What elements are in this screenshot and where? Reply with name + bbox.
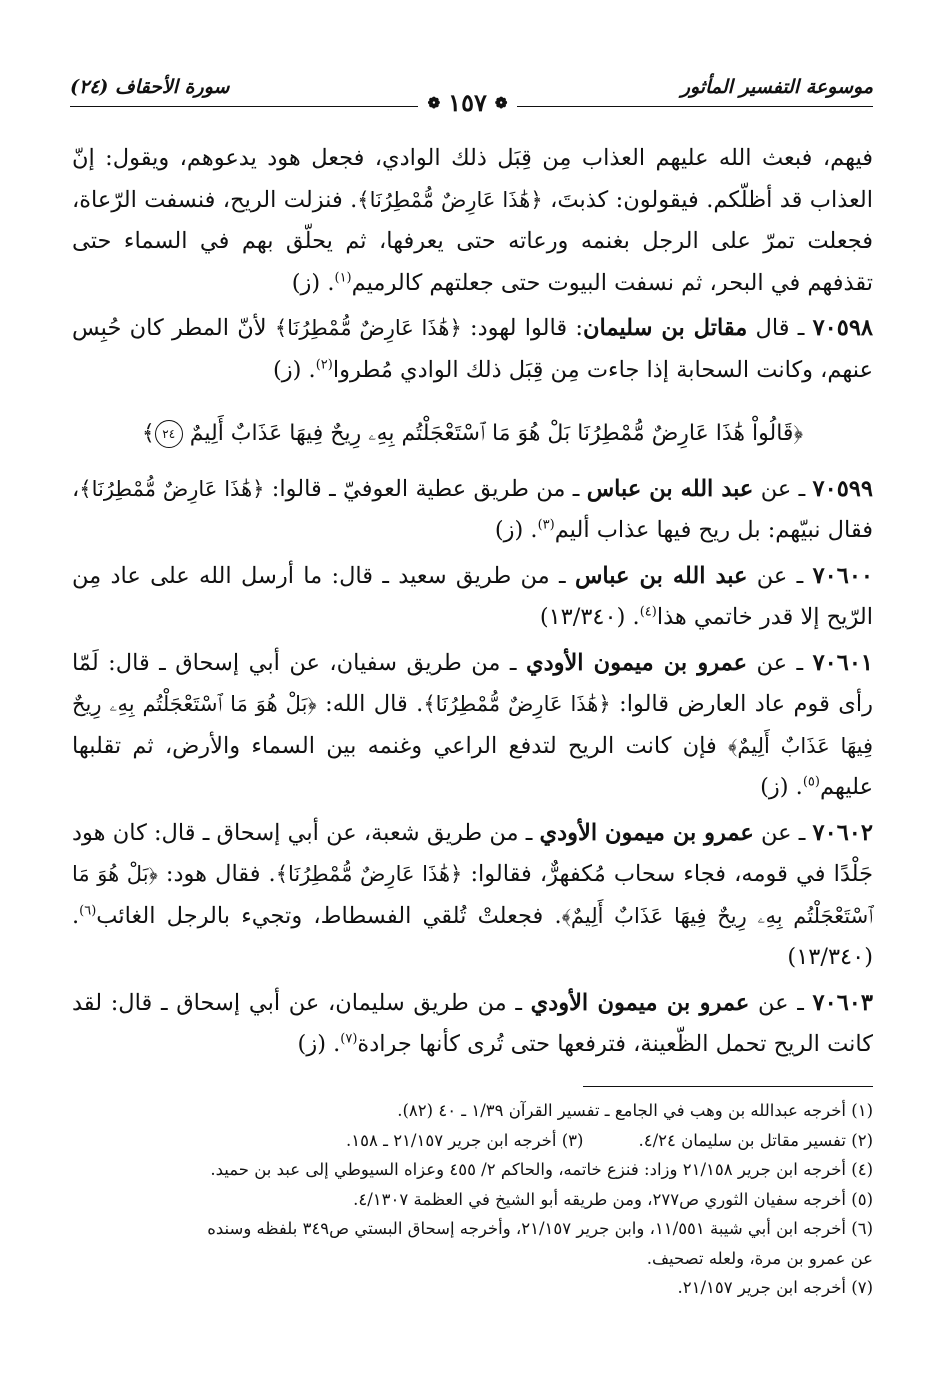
ayah-number-marker: ٢٤ — [155, 420, 183, 448]
page-number-box — [418, 88, 518, 117]
footnote: (٧) أخرجه ابن جرير ٢١/١٥٧. — [677, 1278, 873, 1297]
footnote: (٤) أخرجه ابن جرير ٢١/١٥٨ وزاد: فنزع خاتمه، والحاكم ٢/ ٤٥٥ وعزاه السيوطي إلى عبد بن حميد. — [210, 1160, 873, 1179]
footnote: (٢) تفسير مقاتل بن سليمان ٤/٢٤. — [638, 1130, 873, 1150]
page-number: ١٥٧ — [448, 88, 487, 117]
narrator-name: عمرو بن ميمون الأودي — [525, 649, 748, 676]
footnote: (٥) أخرجه سفيان الثوري ص٢٧٧، ومن طريقه أبو الشيخ في العظمة ٤/١٣٠٧. — [353, 1189, 873, 1209]
narration-number: ٧٠٥٩٩ — [812, 475, 873, 502]
footnote: (١) أخرجه عبدالله بن وهب في الجامع ـ تفسير القرآن ١/٣٩ ـ ٤٠ (٨٢). — [397, 1101, 873, 1120]
footnote-continuation: عن عمرو بن مرة، ولعله تصحيف. — [646, 1248, 873, 1268]
ornament-icon: ❁ — [494, 93, 508, 112]
narration-item: ٧٠٦٠١ ـ عن عمرو بن ميمون الأودي ـ من طريق سفيان، عن أبي إسحاق ـ قال: لَمّا رأى قوم عاد العارض قالوا: ﴿هَٰذَا عَارِضٌ مُّمْطِرُنَا﴾. قال الله: ﴿بَلْ هُوَ مَا ٱسْتَعْجَلْتُم بِهِۦ رِيحٌ فِيهَا عَذَابٌ أَلِيمٌ﴾ فإن كانت الريح لتدفع الراعي وغنمه بين السماء والأرض، ثم تقلبها عليهم$^{(٥)}$. (ز) — [72, 649, 874, 800]
quran-quote: ﴿هَٰذَا عَارِضٌ مُّمْطِرُنَا﴾ — [423, 692, 611, 716]
narration-number: ٧٠٥٩٨ — [812, 315, 873, 341]
footnote: (٣) أخرجه ابن جرير ٢١/١٥٧ ـ ١٥٨. — [346, 1130, 584, 1150]
quran-quote: ﴿بَلْ هُوَ مَا ٱسْتَعْجَلْتُم بِهِۦ رِيحٌ فِيهَا عَذَابٌ أَلِيمٌ﴾ — [72, 862, 873, 928]
narrator-name: عمرو بن ميمون الأودي — [539, 819, 754, 846]
quran-quote: ﴿بَلْ هُوَ مَا ٱسْتَعْجَلْتُم بِهِۦ رِيحٌ فِيهَا عَذَابٌ أَلِيمٌ﴾ — [72, 692, 874, 758]
series-title: موسوعة التفسير المأثور — [680, 76, 873, 98]
paragraph: فيهم، فبعث الله عليهم العذاب مِن قِبَل ذلك الوادي، فجعل هود يدعوهم، ويقول: إنّ العذاب قد أظلّكم. فيقولون: كذبتَ، ﴿هَٰذَا عَارِضٌ مُّمْطِرُنَا﴾. فنزلت الريح، فنسفت الرّعاة، فجعلت تمرّ على الرجل بغنمه ورعاته حتى يعرفها، ثم يحلّق بهم في السماء حتى تقذفهم في البحر، ثم نسفت البيوت حتى جعلتهم كالرميم$^{(١)}$. (ز) — [72, 145, 874, 296]
narration-item: ٧٠٦٠٠ ـ عن عبد الله بن عباس ـ من طريق سعيد ـ قال: ما أرسل الله على عاد مِن الرّيح إلا قدر خاتمي هذا$^{(٤)}$. (١٣/٣٤٠) — [72, 562, 873, 630]
footnotes — [70, 1096, 873, 1303]
quran-quote: ﴿هَٰذَا عَارِضٌ مُّمْطِرُنَا﴾ — [79, 476, 265, 501]
narration-number: ٧٠٦٠٢ — [812, 819, 873, 846]
narration-item: ٧٠٥٩٨ ـ قال مقاتل بن سليمان: قالوا لهود: ﴿هَٰذَا عَارِضٌ مُّمْطِرُنَا﴾ لأنّ المطر كان حُبِس عنهم، وكانت السحابة إذا جاءت مِن قِبَل ذلك الوادي مُطروا$^{(٢)}$. (ز) — [72, 315, 873, 383]
narrator-name: عبد الله بن عباس — [574, 562, 748, 589]
footnote-ref: (٢) — [315, 357, 333, 372]
footnote-ref: (٦) — [79, 903, 97, 918]
footnote: (٦) أخرجه ابن أبي شيبة ١١/٥٥١، وابن جرير ٢١/١٥٧، وأخرجه إسحاق البستي ص٣٤٩ بلفظه وسنده — [207, 1219, 873, 1238]
footnote-separator — [583, 1086, 873, 1087]
narration-number: ٧٠٦٠٣ — [812, 989, 873, 1016]
narration-item: ٧٠٦٠٣ ـ عن عمرو بن ميمون الأودي ـ من طريق سليمان، عن أبي إسحاق ـ قال: لقد كانت الريح تحمل الظّعينة، فترفعها حتى تُرى كأنها جرادة$^{(٧)}$. (ز) — [72, 989, 873, 1057]
main-text — [72, 138, 873, 1070]
footnote-ref: (١) — [334, 270, 352, 285]
quran-quote: ﴿هَٰذَا عَارِضٌ مُّمْطِرُنَا﴾ — [274, 316, 462, 340]
footnote-ref: (٥) — [802, 774, 820, 790]
narrator-name: عبد الله بن عباس — [586, 475, 754, 502]
footnote-ref: (٤) — [639, 604, 657, 620]
narrator-name: عمرو بن ميمون الأودي — [530, 989, 750, 1016]
narration-number: ٧٠٦٠١ — [812, 649, 873, 676]
footnote-ref: (٧) — [340, 1031, 358, 1047]
narration-item: ٧٠٥٩٩ ـ عن عبد الله بن عباس ـ من طريق عطية العوفيّ ـ قالوا: ﴿هَٰذَا عَارِضٌ مُّمْطِرُنَا﴾، فقال نبيّهم: بل ريح فيها عذاب أليم$^{(٣)}$. (ز) — [72, 475, 873, 543]
narrator-name: مقاتل بن سليمان — [582, 315, 748, 341]
quran-quote: ﴿هَٰذَا عَارِضٌ مُّمْطِرُنَا﴾ — [275, 862, 463, 886]
narration-number: ٧٠٦٠٠ — [812, 562, 873, 589]
surah-label: سورة الأحقاف (٢٤) — [70, 76, 230, 98]
ayah-heading: ﴿قَالُواْ هَٰذَا عَارِضٌ مُّمْطِرُنَا بَلْ هُوَ مَا ٱسْتَعْجَلْتُم بِهِۦ رِيحٌ فِيهَا عَذَابٌ أَلِيمٌ ٢٤﴾ — [141, 421, 804, 446]
ornament-icon: ❁ — [427, 93, 441, 112]
footnote-ref: (٣) — [537, 517, 555, 533]
quran-quote: ﴿هَٰذَا عَارِضٌ مُّمْطِرُنَا﴾ — [357, 187, 543, 212]
footnote-row — [70, 1126, 873, 1156]
narration-item: ٧٠٦٠٢ ـ عن عمرو بن ميمون الأودي ـ من طريق شعبة، عن أبي إسحاق ـ قال: كان هود جَلْدًا في قومه، فجاء سحاب مُكفهرٌّ، فقالوا: ﴿هَٰذَا عَارِضٌ مُّمْطِرُنَا﴾. فقال هود: ﴿بَلْ هُوَ مَا ٱسْتَعْجَلْتُم بِهِۦ رِيحٌ فِيهَا عَذَابٌ أَلِيمٌ﴾. فجعلتْ تُلقي الفسطاط، وتجيء بالرجل الغائب$^{(٦)}$. (١٣/٣٤٠) — [72, 819, 873, 970]
